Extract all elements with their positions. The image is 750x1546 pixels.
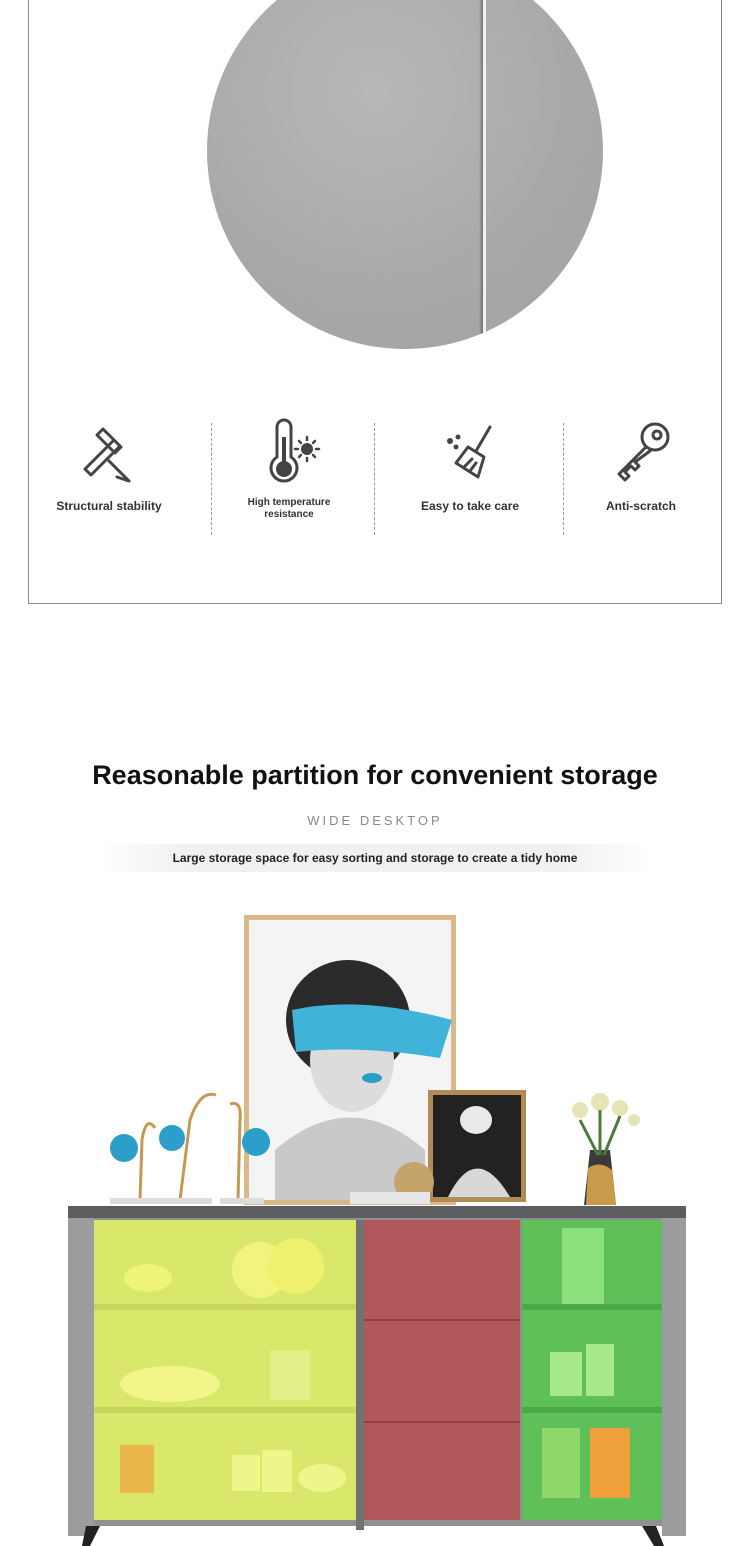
divider (374, 423, 375, 535)
feature-structural-stability (29, 411, 189, 512)
section-subtitle: WIDE DESKTOP (307, 813, 443, 828)
drawer-1 (362, 1220, 520, 1326)
cabinet-top (68, 1206, 686, 1220)
broom-icon (430, 411, 510, 491)
section-title: Reasonable partition for convenient storage (92, 760, 658, 790)
photo-frame (428, 1090, 526, 1202)
feature-high-temperature (209, 411, 369, 520)
drawer-2 (362, 1320, 520, 1424)
section-description: Large storage space for easy sorting and storage to create a tidy home (100, 844, 650, 872)
disc-seam (483, 0, 486, 349)
thermometer-icon (249, 411, 329, 491)
hammer-icon (69, 411, 149, 491)
material-sample-disc (207, 0, 603, 349)
key-icon (601, 411, 681, 491)
flower-vase (572, 1093, 640, 1205)
feature-label-line1: High temperature (247, 497, 331, 508)
material-panel (28, 0, 722, 604)
feature-anti-scratch (561, 411, 721, 512)
sideboard-illustration (60, 910, 700, 1546)
framed-artwork (244, 915, 456, 1205)
feature-label: Easy to take care (420, 499, 520, 513)
feature-label-line2: resistance (264, 509, 314, 520)
drawer-3 (362, 1422, 520, 1520)
bird-figurines (140, 1094, 240, 1200)
feature-label: Anti-scratch (605, 499, 676, 513)
feature-easy-care (390, 411, 550, 512)
feature-label: Structural stability (56, 499, 162, 513)
